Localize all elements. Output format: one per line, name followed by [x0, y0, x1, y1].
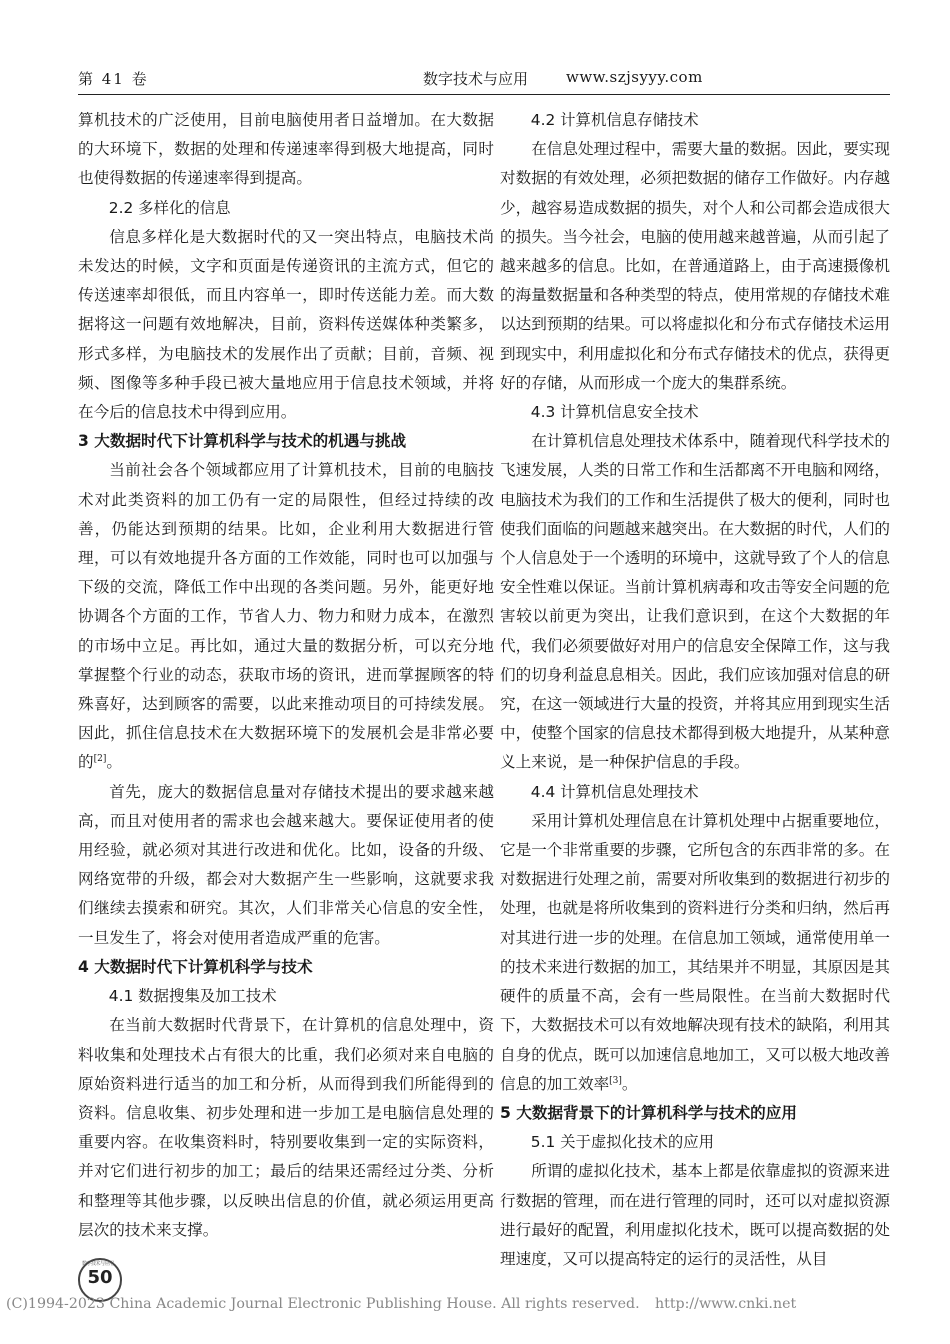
- volume-label: 第 41 卷: [78, 70, 149, 88]
- section-heading-2-2: 2.2 多样化的信息: [108, 198, 231, 217]
- page-number: 50: [87, 1267, 113, 1288]
- section-heading-5-1: 5.1 关于虚拟化技术的应用: [530, 1133, 715, 1152]
- section-heading-5: 5 大数据背景下的计算机科学与技术的应用: [500, 1103, 797, 1122]
- paragraph: 信息多样化是大数据时代的又一突出特点，电脑技术尚未发达的时候，文字和页面是传递资讯的主流方式，但它的传送速率却很低，而且内容单一，即时传送能力差。而大数据将这一问题有效地解决，目前，资料传送媒体种类繁多，形式多样，为电脑技术的发展作出了贡献；目前，音频、视频、图像等多种手段已被大量地应用于信息技术领域，并将在今后的信息技术中得到应用。: [78, 227, 494, 422]
- paragraph: 首先，庞大的数据信息量对存储技术提出的要求越来越高，而且对使用者的需求也会越来越大。要保证使用者的使用经验，就必须对其进行改进和优化。比如，设备的升级、网络宽带的升级，都会对大数据产生一些影响，这就要求我们继续去摸索和研究。其次，人们非常关心信息的安全性，一旦发生了，将会对使用者造成严重的危害。: [78, 782, 494, 947]
- citation-ref: [3]: [609, 1075, 622, 1086]
- paragraph: 在当前大数据时代背景下，在计算机的信息处理中，资料收集和处理技术占有很大的比重，我们必须对来自电脑的原始资料进行适当的加工和分析，从而得到我们所能得到的资料。信息收集、初步处理和进一步加工是电脑信息处理的重要内容。在收集资料时，特别要收集到一定的实际资料，并对它们进行初步的加工；最后的结果还需经过分类、分析和整理等其他步骤，以反映出信息的价值，就必须运用更高层次的技术来支撑。: [78, 1016, 494, 1239]
- journal-name: 数字技术与应用: [423, 70, 529, 88]
- paragraph-with-citation: [500, 807, 890, 1099]
- left-column: [78, 106, 494, 1245]
- citation-ref: [2]: [93, 754, 107, 765]
- copyright-notice: (C)1994-2023 China Academic Journal Electronic Publishing House. All rights reserved.: [6, 1296, 640, 1312]
- journal-url: www.szjsyyy.com: [566, 68, 703, 86]
- paragraph-text: 当前社会各个领域都应用了计算机技术，目前的电脑技术对此类资料的加工仍有一定的局限性，但经过持续的改善，仍能达到预期的结果。比如，企业利用大数据进行管理，可以有效地提升各方面的工作效能，同时也可以加强与下级的交流，降低工作中出现的各类问题。另外，能更好地协调各个方面的工作，节省人力、物力和财力成本，在激烈的市场中立足。再比如，通过大量的数据分析，可以充分地掌握整个行业的动态，获取市场的资讯，进而掌握顾客的特殊喜好，达到顾客的需要，以此来推动项目的可持续发展。因此，抓住信息技术在大数据环境下的发展机会是非常必要的: [78, 461, 494, 772]
- paragraph-text: 采用计算机处理信息在计算机处理中占据重要地位，它是一个非常重要的步骤，它所包含的东西非常的多。在对数据进行处理之前，需要对所收集到的数据进行初步的处理，也就是将所收集到的资料进行分类和归纳，然后再对其进行进一步的处理。在信息加工领域，通常使用单一的技术来进行数据的加工，其结果并不明显，其原因是其硬件的质量不高，会有一些局限性。在当前大数据时代下，大数据技术可以有效地解决现有技术的缺陷，利用其自身的优点，既可以加速信息地加工，又可以极大地改善信息的加工效率: [500, 811, 890, 1093]
- paragraph: 算机技术的广泛使用，目前电脑使用者日益增加。在大数据的大环境下，数据的处理和传递速率得到极大地提高，同时也使得数据的传递速率得到提高。: [78, 111, 494, 188]
- section-heading-3: 3 大数据时代下计算机科学与技术的机遇与挑战: [78, 432, 407, 451]
- paragraph-end: 。: [106, 753, 122, 772]
- right-column: [500, 106, 890, 1274]
- paragraph: 所谓的虚拟化技术，基本上都是依靠虚拟的资源来进行数据的管理，而在进行管理的同时，还可以对虚拟资源进行最好的配置，利用虚拟化技术，既可以提高数据的处理速度，又可以提高特定的运行的灵活性，从目: [500, 1162, 890, 1268]
- paragraph: 在信息处理过程中，需要大量的数据。因此，要实现对数据的有效处理，必须把数据的储存工作做好。内存越少，越容易造成数据的损失，对个人和公司都会造成很大的损失。当今社会，电脑的使用越来越普遍，从而引起了越来越多的信息。比如，在普通道路上，由于高速摄像机的海量数据量和各种类型的特点，使用常规的存储技术难以达到预期的结果。可以将虚拟化和分布式存储技术运用到现实中，利用虚拟化和分布式存储技术的优点，获得更好的存储，从而形成一个庞大的集群系统。: [500, 140, 890, 392]
- running-header: [78, 64, 890, 92]
- paragraph-with-citation: [78, 456, 494, 777]
- section-heading-4-2: 4.2 计算机信息存储技术: [530, 111, 699, 129]
- paragraph-end: 。: [621, 1074, 638, 1093]
- section-heading-4-3: 4.3 计算机信息安全技术: [530, 403, 699, 422]
- page-badge-logo-text: 数字技术与应用: [82, 1261, 114, 1267]
- section-heading-4-4: 4.4 计算机信息处理技术: [530, 782, 699, 801]
- header-rule: [78, 94, 890, 95]
- footer: [0, 1296, 950, 1318]
- section-heading-4: 4 大数据时代下计算机科学与技术: [78, 957, 313, 976]
- cnki-link[interactable]: http://www.cnki.net: [655, 1296, 797, 1312]
- section-heading-4-1: 4.1 数据搜集及加工技术: [108, 987, 277, 1006]
- paragraph: 在计算机信息处理技术体系中，随着现代科学技术的飞速发展，人类的日常工作和生活都离不开电脑和网络，电脑技术为我们的工作和生活提供了极大的便利，同时也使我们面临的问题越来越突出。在大数据的时代，人们的个人信息处于一个透明的环境中，这就导致了个人的信息安全性难以保证。当前计算机病毒和攻击等安全问题的危害较以前更为突出，让我们意识到，在这个大数据的年代，我们必须要做好对用户的信息安全保障工作，这与我们的切身利益息息相关。因此，我们应该加强对信息的研究，在这一领域进行大量的投资，并将其应用到现实生活中，使整个国家的信息技术都得到极大地提升，从某种意义上来说，是一种保护信息的手段。: [500, 432, 890, 772]
